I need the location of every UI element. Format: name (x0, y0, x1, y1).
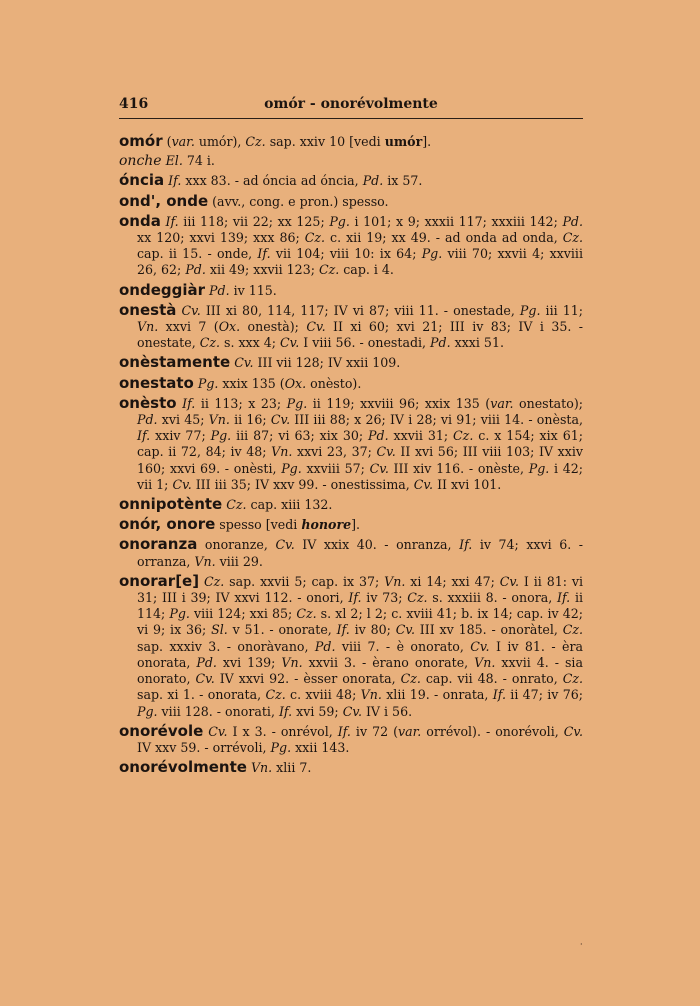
entry-headword: onorar[e] (119, 571, 200, 590)
dictionary-entry (119, 723, 583, 756)
dictionary-entry (119, 172, 583, 189)
dictionary-entry (119, 193, 583, 210)
entry-body: If. iii 118; vii 22; xx 125; Pg. i 101; x 9; xxxii 117; xxxiii 142; Pd. xx 120; xxvi 139; xxx 86; Cz. c. xii 19; xx 49. - ad onda ad onda, Cz. cap. ii 15. - onde, If. vii 104; viii 10: ix 64; Pg. viii 70; xxvii 4; xxviii 26, 62; Pd. xii 49; xxvii 123; Cz. cap. i 4. (137, 213, 583, 278)
dictionary-entry (119, 213, 583, 279)
entry-body: Pd. iv 115. (209, 282, 277, 298)
page-number: 416 (119, 96, 149, 112)
dictionary-entry (119, 354, 583, 371)
entry-headword: onèsto (119, 393, 177, 412)
entry-headword: ondeggiàr (119, 280, 206, 299)
page-mark: · (580, 940, 583, 949)
dictionary-entry (119, 759, 583, 776)
dictionary-entry (119, 282, 583, 299)
entry-headword: onda (119, 211, 161, 230)
dictionary-entry (119, 496, 583, 513)
entry-headword: onnipotènte (119, 495, 223, 514)
entry-headword: omór (119, 132, 163, 150)
entry-headword: onór, onore (119, 515, 216, 534)
running-title: omór - onorévolmente (264, 96, 438, 112)
entry-body: Pg. xxix 135 (Ox. onèsto). (197, 375, 362, 391)
entry-body: (var. umór), Cz. sap. xxiv 10 [vedi umór]. (162, 134, 432, 149)
dictionary-entry (119, 153, 583, 169)
dictionary-entry (119, 516, 583, 533)
entry-body: Vn. xlii 7. (250, 760, 312, 776)
entry-headword: onestà (119, 300, 177, 319)
dictionary-entry (119, 375, 583, 392)
entry-headword: onche (119, 153, 162, 170)
dictionary-entry (119, 302, 583, 352)
entry-body: Cv. I x 3. - onrévol, If. iv 72 (var. orrévol). - onorévoli, Cv. IV xxv 59. - orrévoli, Pg. xxii 143. (137, 723, 583, 755)
entry-body: Cv. III xi 80, 114, 117; IV vi 87; viii 11. - onestade, Pg. iii 11; Vn. xxvi 7 (Ox. onestà); Cv. II xi 60; xvi 21; III iv 83; IV i 35. - onestate, Cz. s. xxx 4; Cv. I viii 56. - onestadi, Pd. xxxi 51. (137, 302, 584, 351)
entry-headword: ond', onde (119, 191, 209, 210)
page-header (119, 96, 583, 119)
entry-body: If. ii 113; x 23; Pg. ii 119; xxviii 96; xxix 135 (var. onestato); Pd. xvi 45; Vn. ii 16; Cv. III iii 88; x 26; IV i 28; vi 91; viii 14. - onèsta, If. xxiv 77; Pg. iii 87; vi 63; xix 30; Pd. xxvii 31; Cz. c. x 154; xix 61; cap. ii 72, 84; iv 48; Vn. xxvi 23, 37; Cv. II xvi 56; III viii 103; IV xxiv 160; xxvi 69. - onèsti, Pg. xxviii 57; Cv. III xiv 116. - onèste, Pg. i 42; vii 1; Cv. III iii 35; IV xxv 99. - onestissima, Cv. II xvi 101. (137, 395, 583, 492)
dictionary-entries (119, 133, 583, 779)
entry-body: spesso [vedi honore]. (215, 517, 361, 533)
entry-body: If. xxx 83. - ad óncia ad óncia, Pd. ix 57. (168, 173, 423, 189)
entry-headword: onoranza (119, 535, 198, 554)
dictionary-entry (119, 573, 583, 720)
dictionary-entry (119, 395, 583, 493)
entry-body: Cz. cap. xiii 132. (226, 497, 333, 513)
entry-body: El. 74 i. (165, 153, 215, 169)
dictionary-entry (119, 133, 583, 150)
entry-body: Cz. sap. xxvii 5; cap. ix 37; Vn. xi 14; xxi 47; Cv. I ii 81: vi 31; III i 39; IV xxvi 112. - onori, If. iv 73; Cz. s. xxxiii 8. - onora, If. ii 114; Pg. viii 124; xxi 85; Cz. s. xl 2; l 2; c. xviii 41; b. ix 14; cap. iv 42; vi 9; ix 36; Sl. v 51. - onorate, If. iv 80; Cv. III xv 185. - onoràtel, Cz. sap. xxxiv 3. - onoràvano, Pd. viii 7. - è onorato, Cv. I iv 81. - èra onorata, Pd. xvi 139; Vn. xxvii 3. - èrano onorate, Vn. xxvii 4. - sia onorato, Cv. IV xxvi 92. - èsser onorata, Cz. cap. vii 48. - onrato, Cz. sap. xi 1. - onorata, Cz. c. xviii 48; Vn. xlii 19. - onrata, If. ii 47; iv 76; Pg. viii 128. - onorati, If. xvi 59; Cv. IV i 56. (137, 573, 584, 719)
dictionary-entry (119, 536, 583, 569)
entry-headword: onorévolmente (119, 758, 247, 777)
entry-body: Cv. III vii 128; IV xxii 109. (234, 355, 401, 371)
entry-headword: onestato (119, 373, 194, 392)
entry-headword: onèstamente (119, 353, 231, 372)
entry-headword: óncia (119, 171, 165, 190)
entry-body: (avv., cong. e pron.) spesso. (208, 193, 389, 209)
entry-body: onoranze, Cv. IV xxix 40. - onranza, If. iv 74; xxvi 6. - orranza, Vn. viii 29. (137, 537, 584, 569)
entry-headword: onorévole (119, 721, 204, 740)
